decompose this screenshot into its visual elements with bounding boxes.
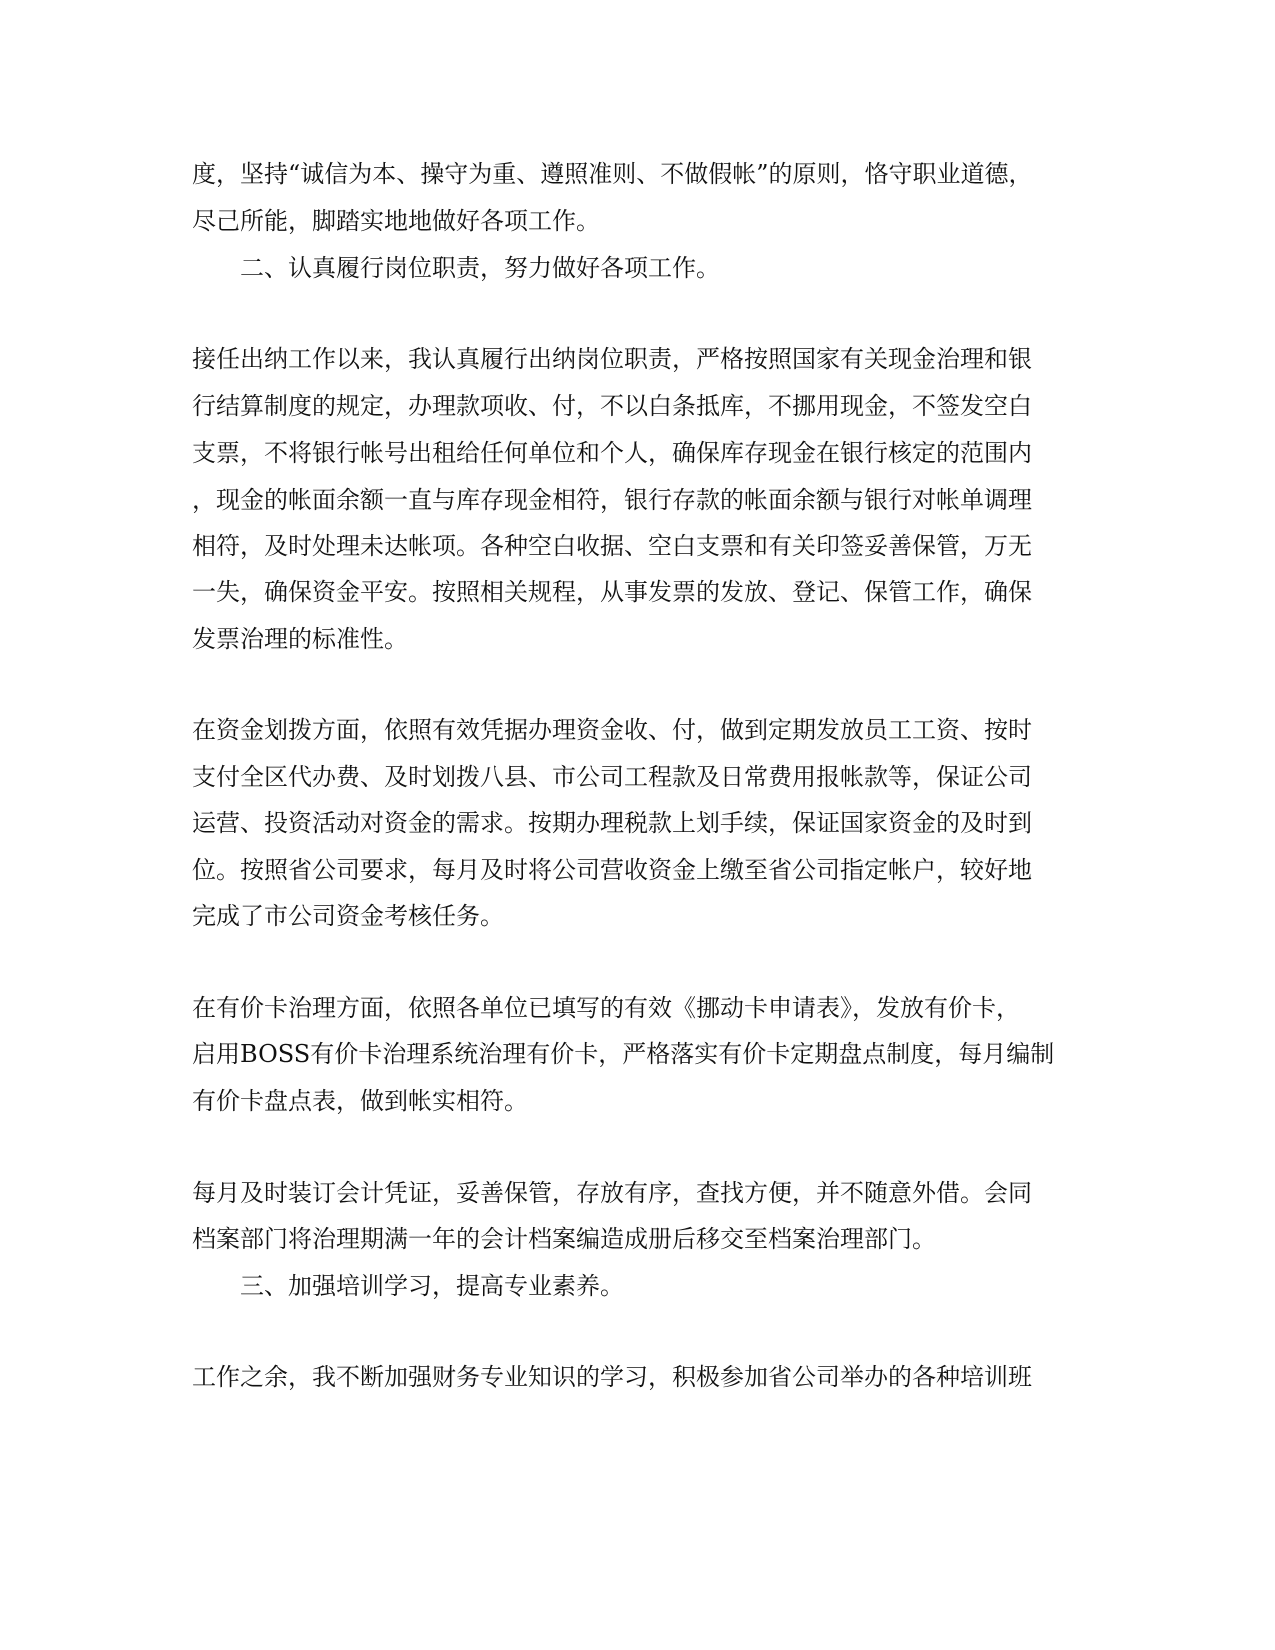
paragraph-line: 启用BOSS有价卡治理系统治理有价卡，严格落实有价卡定期盘点制度，每月编制 (192, 1040, 1055, 1068)
paragraph-line: ，现金的帐面余额一直与库存现金相符，银行存款的帐面余额与银行对帐单调理 (192, 486, 1032, 514)
paragraph-line: 在资金划拨方面，依照有效凭据办理资金收、付，做到定期发放员工工资、按时 (192, 716, 1032, 744)
paragraph-line: 接任出纳工作以来，我认真履行出纳岗位职责，严格按照国家有关现金治理和银 (192, 345, 1032, 373)
section-heading: 二、认真履行岗位职责，努力做好各项工作。 (240, 254, 720, 282)
paragraph-line: 工作之余，我不断加强财务专业知识的学习，积极参加省公司举办的各种培训班 (192, 1363, 1032, 1391)
paragraph-line: 在有价卡治理方面，依照各单位已填写的有效《挪动卡申请表》，发放有价卡， (192, 994, 1020, 1022)
paragraph-line: 档案部门将治理期满一年的会计档案编造成册后移交至档案治理部门。 (192, 1225, 936, 1253)
section-heading: 三、加强培训学习，提高专业素养。 (240, 1272, 624, 1300)
paragraph-line: 支票，不将银行帐号出租给任何单位和个人，确保库存现金在银行核定的范围内 (192, 439, 1032, 467)
paragraph-line: 相符，及时处理未达帐项。各种空白收据、空白支票和有关印签妥善保管，万无 (192, 532, 1032, 560)
paragraph-line: 行结算制度的规定，办理款项收、付，不以白条抵库，不挪用现金，不签发空白 (192, 392, 1032, 420)
paragraph-line: 运营、投资活动对资金的需求。按期办理税款上划手续，保证国家资金的及时到 (192, 809, 1032, 837)
paragraph-line: 完成了市公司资金考核任务。 (192, 902, 504, 930)
paragraph-line: 发票治理的标准性。 (192, 625, 408, 653)
paragraph-line: 一失，确保资金平安。按照相关规程，从事发票的发放、登记、保管工作，确保 (192, 578, 1032, 606)
paragraph-line: 位。按照省公司要求，每月及时将公司营收资金上缴至省公司指定帐户，较好地 (192, 856, 1032, 884)
paragraph-line: 有价卡盘点表，做到帐实相符。 (192, 1087, 528, 1115)
paragraph-line: 尽己所能，脚踏实地地做好各项工作。 (192, 207, 600, 235)
paragraph-line: 每月及时装订会计凭证，妥善保管，存放有序，查找方便，并不随意外借。会同 (192, 1179, 1032, 1207)
paragraph-line: 支付全区代办费、及时划拨八县、市公司工程款及日常费用报帐款等，保证公司 (192, 763, 1032, 791)
paragraph-line: 度，坚持“诚信为本、操守为重、遵照准则、不做假帐”的原则，恪守职业道德， (192, 160, 1033, 188)
